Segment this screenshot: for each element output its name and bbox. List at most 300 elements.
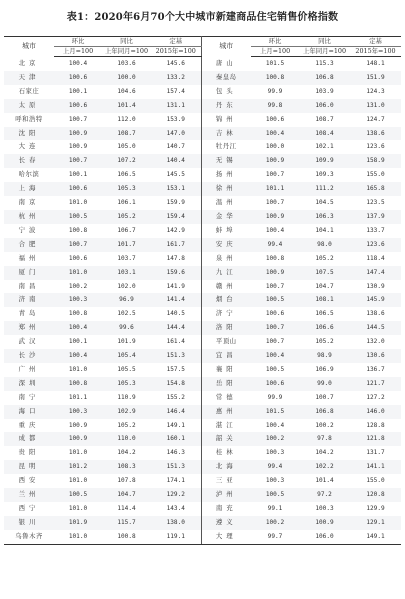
yoy-cell-right: 104.1	[315, 226, 334, 234]
mom-cell-left: 100.1	[68, 171, 88, 179]
city-cell-right: 惠州	[201, 405, 251, 419]
city-cell-right: 温州	[215, 198, 237, 207]
yoy-cell-left: 106.5	[117, 171, 136, 179]
yoy-cell-right: 108.7	[315, 115, 334, 123]
table-row	[4, 57, 401, 71]
subheader-yoy-left: 上年同月=100	[102, 47, 151, 57]
yoy-cell-right: 106.0	[299, 530, 350, 544]
table-row	[4, 335, 401, 349]
yoy-cell-right: 104.7	[315, 282, 334, 290]
table-row	[4, 432, 401, 446]
yoy-cell-right: 105.2	[315, 254, 334, 262]
yoy-cell-left: 105.2	[117, 421, 136, 429]
yoy-cell-right: 115.3	[315, 60, 334, 67]
yoy-cell-left: 105.5	[117, 365, 136, 373]
fixed-cell-left: 151.3	[151, 460, 201, 474]
mom-cell-right: 100.7	[265, 199, 285, 207]
mom-cell-left: 101.0	[54, 530, 102, 544]
mom-cell-right: 100.7	[251, 321, 299, 335]
fixed-cell-left: 157.4	[151, 85, 201, 99]
table-row	[4, 363, 401, 377]
fixed-cell-left: 154.8	[151, 377, 201, 391]
mom-cell-left: 100.6	[54, 99, 102, 113]
table-row	[4, 182, 401, 196]
yoy-cell-right: 107.5	[299, 266, 350, 280]
city-cell-right: 无锡	[201, 154, 251, 168]
city-cell-right: 包头	[215, 86, 237, 95]
city-cell-right: 三亚	[215, 476, 237, 485]
header-fixed-right: 定基	[350, 37, 401, 47]
mom-cell-left: 100.6	[54, 182, 102, 196]
mom-cell-left: 100.4	[68, 60, 88, 67]
fixed-cell-right: 128.8	[366, 421, 385, 429]
table-row	[4, 349, 401, 363]
header-fixed-left: 定基	[151, 37, 201, 47]
yoy-cell-left: 105.4	[102, 349, 151, 363]
yoy-cell-left: 101.9	[117, 338, 136, 346]
city-cell-right: 烟台	[201, 293, 251, 307]
mom-cell-right: 100.4	[251, 349, 299, 363]
yoy-cell-right: 99.0	[299, 377, 350, 391]
fixed-cell-right: 155.0	[366, 477, 385, 485]
yoy-cell-right: 103.9	[315, 87, 334, 95]
mom-cell-left: 101.1	[68, 393, 88, 401]
mom-cell-left: 101.0	[68, 199, 88, 207]
yoy-cell-left: 107.8	[117, 477, 136, 485]
fixed-cell-left: 133.2	[151, 71, 201, 85]
yoy-cell-right: 97.2	[299, 488, 350, 502]
city-cell-left: 西宁	[18, 504, 40, 512]
table-row	[4, 113, 401, 127]
table-row	[4, 127, 401, 141]
fixed-cell-left: 119.1	[151, 530, 201, 544]
yoy-cell-right: 106.8	[299, 71, 350, 85]
header-yoy-left: 同比	[102, 37, 151, 47]
fixed-cell-right: 138.6	[350, 127, 401, 141]
city-cell-left: 武汉	[18, 337, 40, 346]
mom-cell-left: 100.4	[54, 321, 102, 335]
city-cell-right: 济宁	[215, 309, 237, 318]
city-cell-right: 蚌埠	[215, 225, 237, 234]
city-cell-right: 赣州	[215, 281, 237, 290]
table-row	[4, 140, 401, 154]
mom-cell-right: 100.2	[251, 516, 299, 530]
yoy-cell-left: 106.1	[117, 199, 136, 207]
mom-cell-right: 101.5	[251, 405, 299, 419]
city-cell-right: 岳阳	[201, 377, 251, 391]
table-row	[4, 460, 401, 474]
city-cell-left: 郑州	[4, 321, 54, 335]
mom-cell-left: 101.2	[54, 460, 102, 474]
fixed-cell-right: 145.9	[350, 293, 401, 307]
fixed-cell-left: 151.3	[151, 349, 201, 363]
mom-cell-right: 100.4	[265, 226, 285, 234]
city-cell-left: 天津	[4, 71, 54, 85]
fixed-cell-right: 130.9	[366, 282, 385, 290]
mom-cell-right: 100.6	[265, 115, 285, 123]
table-row	[4, 419, 401, 433]
yoy-cell-right: 101.4	[315, 477, 334, 485]
mom-cell-right: 100.9	[251, 210, 299, 224]
table-row	[4, 391, 401, 405]
fixed-cell-left: 174.1	[151, 474, 201, 488]
city-cell-right: 安庆	[201, 238, 251, 252]
yoy-cell-left: 110.9	[117, 393, 136, 401]
city-cell-left: 海口	[4, 405, 54, 419]
city-cell-left: 兰州	[4, 488, 54, 502]
yoy-cell-left: 105.0	[117, 143, 136, 151]
fixed-cell-left: 159.6	[151, 266, 201, 280]
fixed-cell-right: 137.9	[350, 210, 401, 224]
subheader-fixed-left: 2015年=100	[151, 47, 201, 57]
fixed-cell-left: 145.6	[151, 57, 201, 71]
city-cell-right: 泉州	[215, 253, 237, 262]
city-cell-right: 唐山	[215, 58, 237, 67]
mom-cell-right: 100.7	[265, 171, 285, 179]
mom-cell-left: 100.9	[68, 421, 88, 429]
fixed-cell-right: 123.6	[366, 143, 385, 151]
city-cell-left: 青岛	[18, 309, 40, 318]
mom-cell-right: 99.4	[251, 238, 299, 252]
mom-cell-right: 101.5	[265, 60, 285, 67]
fixed-cell-left: 131.1	[151, 99, 201, 113]
mom-cell-right: 100.8	[265, 254, 285, 262]
city-cell-right: 常德	[215, 392, 237, 401]
yoy-cell-right: 102.2	[299, 460, 350, 474]
mom-cell-right: 100.5	[265, 365, 285, 373]
mom-cell-right: 100.2	[251, 432, 299, 446]
city-cell-left: 济南	[4, 293, 54, 307]
fixed-cell-right: 165.8	[350, 182, 401, 196]
yoy-cell-right: 105.2	[315, 338, 334, 346]
city-cell-right: 泸州	[201, 488, 251, 502]
yoy-cell-left: 112.0	[117, 115, 136, 123]
yoy-cell-left: 102.5	[117, 310, 136, 318]
fixed-cell-right: 130.6	[350, 349, 401, 363]
yoy-cell-right: 106.0	[299, 99, 350, 113]
city-cell-right: 北海	[201, 460, 251, 474]
mom-cell-left: 100.9	[54, 127, 102, 141]
yoy-cell-left: 105.3	[102, 377, 151, 391]
mom-cell-right: 100.9	[251, 266, 299, 280]
city-cell-right: 桂林	[215, 448, 237, 457]
city-cell-right: 宜昌	[201, 349, 251, 363]
yoy-cell-left: 114.4	[117, 505, 136, 512]
fixed-cell-left: 160.1	[151, 432, 201, 446]
header-mom-right: 环比	[251, 37, 299, 47]
city-cell-right: 湛江	[215, 420, 237, 429]
yoy-cell-right: 100.2	[315, 421, 334, 429]
mom-cell-right: 100.8	[251, 71, 299, 85]
table-row	[4, 238, 401, 252]
yoy-cell-left: 107.2	[102, 154, 151, 168]
yoy-cell-right: 106.9	[315, 365, 334, 373]
fixed-cell-left: 153.1	[151, 182, 201, 196]
table-row	[4, 154, 401, 168]
city-cell-right: 韶关	[201, 432, 251, 446]
city-cell-right: 平顶山	[215, 337, 237, 346]
fixed-cell-left: 142.9	[151, 224, 201, 238]
city-cell-left: 上海	[4, 182, 54, 196]
mom-cell-left: 100.6	[54, 71, 102, 85]
subheader-yoy-right: 上年同月=100	[299, 47, 350, 57]
yoy-cell-right: 97.8	[299, 432, 350, 446]
fixed-cell-right: 147.4	[350, 266, 401, 280]
yoy-cell-right: 106.5	[315, 310, 334, 318]
yoy-cell-right: 104.2	[315, 449, 334, 457]
yoy-cell-left: 102.9	[102, 405, 151, 419]
yoy-cell-right: 108.4	[299, 127, 350, 141]
yoy-cell-left: 99.6	[102, 321, 151, 335]
city-cell-left: 沈阳	[4, 127, 54, 141]
header-city-right: 城市	[201, 37, 251, 57]
fixed-cell-right: 124.3	[366, 87, 385, 95]
mom-cell-left: 100.7	[68, 115, 88, 123]
fixed-cell-right: 131.0	[350, 99, 401, 113]
fixed-cell-right: 121.8	[350, 432, 401, 446]
city-cell-left: 厦门	[4, 266, 54, 280]
table-row	[4, 516, 401, 530]
fixed-cell-left: 143.4	[151, 502, 201, 516]
mom-cell-right: 99.9	[267, 393, 283, 401]
city-cell-left: 太原	[4, 99, 54, 113]
yoy-cell-left: 96.9	[102, 293, 151, 307]
mom-cell-right: 100.5	[251, 293, 299, 307]
city-cell-left: 哈尔滨	[18, 170, 40, 179]
city-cell-left: 北京	[18, 58, 40, 67]
subheader-mom-left: 上月=100	[54, 47, 102, 57]
yoy-cell-right: 100.9	[299, 516, 350, 530]
city-cell-right: 锦州	[215, 114, 237, 123]
fixed-cell-left: 140.4	[151, 154, 201, 168]
yoy-cell-right: 104.5	[315, 199, 334, 207]
table-row	[4, 210, 401, 224]
table-row	[4, 502, 401, 516]
mom-cell-left: 101.0	[68, 365, 88, 373]
city-cell-right: 金华	[201, 210, 251, 224]
city-cell-right: 扬州	[215, 170, 237, 179]
table-row	[4, 307, 401, 321]
city-cell-left: 重庆	[18, 420, 40, 429]
city-cell-right: 襄阳	[215, 364, 237, 373]
yoy-cell-right: 111.2	[299, 182, 350, 196]
fixed-cell-right: 127.2	[366, 393, 385, 401]
yoy-cell-left: 101.7	[102, 238, 151, 252]
yoy-cell-right: 108.1	[299, 293, 350, 307]
yoy-cell-left: 108.3	[102, 460, 151, 474]
mom-cell-right: 99.8	[251, 99, 299, 113]
yoy-cell-left: 110.0	[102, 432, 151, 446]
city-cell-right: 遵义	[201, 516, 251, 530]
mom-cell-right: 100.5	[251, 488, 299, 502]
table-row	[4, 266, 401, 280]
mom-cell-right: 100.6	[251, 377, 299, 391]
mom-cell-left: 101.0	[68, 505, 88, 512]
mom-cell-left: 100.1	[68, 338, 88, 346]
fixed-cell-left: 147.0	[151, 127, 201, 141]
fixed-cell-left: 138.0	[151, 516, 201, 530]
mom-cell-right: 100.3	[265, 449, 285, 457]
table-row	[4, 99, 401, 113]
city-cell-right: 吉林	[201, 127, 251, 141]
fixed-cell-left: 146.3	[151, 446, 201, 460]
fixed-cell-right: 148.1	[366, 60, 385, 67]
fixed-cell-right: 141.1	[350, 460, 401, 474]
mom-cell-left: 100.5	[54, 210, 102, 224]
yoy-cell-left: 105.2	[102, 210, 151, 224]
yoy-cell-left: 104.6	[117, 87, 136, 95]
table-row	[4, 488, 401, 502]
mom-cell-right: 100.4	[265, 421, 285, 429]
yoy-cell-right: 98.9	[299, 349, 350, 363]
table-row	[4, 85, 401, 99]
city-cell-right: 徐州	[201, 182, 251, 196]
mom-cell-left: 101.0	[68, 477, 88, 485]
city-cell-left: 南昌	[18, 281, 40, 290]
city-cell-left: 贵阳	[18, 448, 40, 457]
fixed-cell-right: 118.4	[366, 254, 385, 262]
mom-cell-right: 100.6	[265, 310, 285, 318]
mom-cell-left: 101.0	[54, 266, 102, 280]
fixed-cell-right: 132.0	[366, 338, 385, 346]
fixed-cell-left: 145.5	[151, 168, 201, 182]
fixed-cell-right: 149.1	[350, 530, 401, 544]
fixed-cell-left: 147.8	[151, 252, 201, 266]
fixed-cell-left: 161.7	[151, 238, 201, 252]
fixed-cell-left: 140.7	[151, 140, 201, 154]
city-cell-left: 乌鲁木齐	[4, 530, 54, 544]
table-row	[4, 530, 401, 544]
city-cell-right: 南充	[215, 504, 237, 512]
mom-cell-left: 100.9	[68, 143, 88, 151]
mom-cell-left: 100.1	[68, 87, 88, 95]
yoy-cell-left: 100.0	[102, 71, 151, 85]
mom-cell-left: 100.2	[68, 282, 88, 290]
fixed-cell-left: 129.2	[151, 488, 201, 502]
subheader-mom-right: 上月=100	[251, 47, 299, 57]
fixed-cell-right: 129.9	[366, 505, 385, 512]
fixed-cell-left: 155.2	[151, 391, 201, 405]
yoy-cell-left: 104.2	[117, 449, 136, 457]
mom-cell-right: 99.1	[267, 505, 283, 512]
city-cell-left: 南京	[18, 198, 40, 207]
yoy-cell-right: 106.6	[299, 321, 350, 335]
mom-cell-left: 100.3	[54, 405, 102, 419]
table-row	[4, 446, 401, 460]
yoy-cell-right: 109.9	[299, 154, 350, 168]
mom-cell-left: 100.8	[68, 226, 88, 234]
table-body	[4, 57, 401, 545]
yoy-cell-left: 103.1	[102, 266, 151, 280]
table-row	[4, 405, 401, 419]
yoy-cell-left: 102.0	[117, 282, 136, 290]
yoy-cell-right: 100.7	[315, 393, 334, 401]
city-cell-left: 广州	[18, 364, 40, 373]
fixed-cell-right: 131.7	[366, 449, 385, 457]
city-cell-left: 西安	[18, 476, 40, 485]
table-row	[4, 168, 401, 182]
header-city-left: 城市	[4, 37, 54, 57]
table-row	[4, 224, 401, 238]
fixed-cell-right: 124.7	[366, 115, 385, 123]
yoy-cell-right: 109.3	[315, 171, 334, 179]
mom-cell-right: 101.1	[251, 182, 299, 196]
mom-cell-left: 100.8	[54, 377, 102, 391]
city-cell-left: 南宁	[18, 392, 40, 401]
mom-cell-right: 100.4	[251, 127, 299, 141]
fixed-cell-left: 149.1	[151, 419, 201, 433]
mom-cell-left: 100.7	[54, 154, 102, 168]
city-cell-left: 银川	[4, 516, 54, 530]
price-index-table	[4, 36, 401, 545]
fixed-cell-right: 146.0	[350, 405, 401, 419]
mom-cell-right: 99.9	[267, 87, 283, 95]
city-cell-left: 成都	[4, 432, 54, 446]
fixed-cell-right: 129.1	[350, 516, 401, 530]
fixed-cell-right: 121.7	[350, 377, 401, 391]
fixed-cell-left: 140.5	[151, 307, 201, 321]
city-cell-right: 洛阳	[201, 321, 251, 335]
yoy-cell-left: 100.8	[102, 530, 151, 544]
city-cell-right: 九江	[201, 266, 251, 280]
table-row	[4, 321, 401, 335]
city-cell-right: 牡丹江	[215, 142, 237, 151]
city-cell-left: 杭州	[4, 210, 54, 224]
fixed-cell-right: 123.5	[366, 199, 385, 207]
fixed-cell-right: 158.9	[350, 154, 401, 168]
table-row	[4, 71, 401, 85]
city-cell-left: 长春	[4, 154, 54, 168]
yoy-cell-left: 108.7	[102, 127, 151, 141]
city-cell-left: 宁波	[18, 225, 40, 234]
city-cell-left: 深圳	[4, 377, 54, 391]
fixed-cell-right: 136.7	[366, 365, 385, 373]
mom-cell-left: 100.6	[68, 254, 88, 262]
table-row	[4, 293, 401, 307]
mom-cell-right: 100.7	[265, 338, 285, 346]
fixed-cell-right: 120.8	[350, 488, 401, 502]
mom-cell-left: 100.9	[54, 432, 102, 446]
city-cell-left: 长沙	[4, 349, 54, 363]
mom-cell-left: 100.5	[54, 488, 102, 502]
city-cell-left: 呼和浩特	[15, 114, 43, 123]
yoy-cell-right: 100.3	[315, 505, 334, 512]
fixed-cell-left: 146.4	[151, 405, 201, 419]
fixed-cell-left: 153.9	[151, 113, 201, 127]
yoy-cell-left: 106.7	[117, 226, 136, 234]
mom-cell-left: 101.0	[68, 449, 88, 457]
mom-cell-left: 101.9	[54, 516, 102, 530]
city-cell-right: 丹东	[201, 99, 251, 113]
mom-cell-right: 100.3	[265, 477, 285, 485]
mom-cell-left: 100.7	[54, 238, 102, 252]
city-cell-right: 大理	[201, 530, 251, 544]
yoy-cell-right: 98.0	[299, 238, 350, 252]
yoy-cell-right: 106.3	[299, 210, 350, 224]
city-cell-left: 合肥	[4, 238, 54, 252]
yoy-cell-left: 105.3	[102, 182, 151, 196]
table-row	[4, 252, 401, 266]
yoy-cell-left: 103.6	[117, 60, 136, 67]
fixed-cell-right: 133.7	[366, 226, 385, 234]
mom-cell-right: 99.4	[251, 460, 299, 474]
header-mom-left: 环比	[54, 37, 102, 47]
fixed-cell-right: 151.9	[350, 71, 401, 85]
mom-cell-right: 99.7	[251, 530, 299, 544]
fixed-cell-left: 157.5	[151, 363, 201, 377]
yoy-cell-right: 102.1	[315, 143, 334, 151]
city-cell-left: 大连	[18, 142, 40, 151]
